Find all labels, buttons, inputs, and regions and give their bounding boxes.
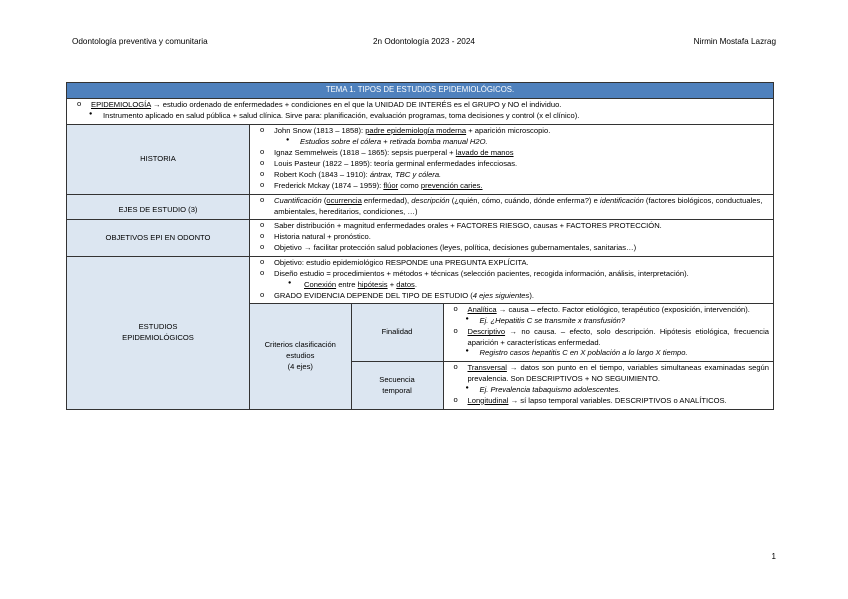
list-item	[254, 181, 769, 192]
objetivos-content	[250, 220, 774, 257]
koch-italic: ántrax, TBC y cólera.	[369, 169, 442, 179]
snow-underline: padre epidemiología moderna	[365, 125, 467, 135]
grado-italic: 4 ejes siguientes	[472, 291, 530, 301]
grado-text: GRADO EVIDENCIA DEPENDE DEL TIPO DE ESTUDIO (	[274, 291, 473, 301]
ejes-cuantificacion: Cuantificación	[274, 195, 322, 205]
list-item	[448, 396, 770, 407]
estudios-label-line1: ESTUDIOS	[138, 322, 178, 332]
objetivos-label: OBJETIVOS EPI EN ODONTO	[67, 220, 250, 257]
ejes-content	[250, 194, 774, 219]
criterios-line: estudios	[286, 351, 315, 361]
list-item	[254, 170, 769, 181]
grado-text-end: ).	[529, 291, 534, 301]
criterios-line: (4 ejes)	[287, 361, 313, 371]
epidemiologia-row	[67, 98, 774, 124]
conexion-underline: Conexión	[304, 280, 337, 290]
descriptivo-text: → no causa. – efecto, solo descripción. Hipótesis etiológica, frecuencia aparición + características enfermedad.	[467, 327, 770, 347]
list-item	[448, 327, 770, 348]
list-item	[254, 280, 769, 291]
ejes-text: (	[321, 195, 327, 205]
semmelweis-text: Ignaz Semmelweis (1818 – 1865): sepsis puerperal +	[274, 147, 456, 157]
transversal-term: Transversal	[467, 363, 507, 373]
ejes-label: EJES DE ESTUDIO (3)	[67, 194, 250, 219]
secuencia-label	[351, 362, 443, 409]
epidemiologia-term: EPIDEMIOLOGÍA	[91, 99, 151, 109]
historia-content	[250, 124, 774, 194]
descriptivo-term: Descriptivo	[467, 327, 506, 337]
mckay-text-mid: como	[398, 180, 421, 190]
list-item	[254, 291, 769, 302]
epidemiologia-definition	[71, 100, 769, 111]
ejes-text: enfermedad),	[361, 195, 412, 205]
list-item: o Diseño estudio = procedimientos + métodos + técnicas (selección pacientes, recogida información, análisis, interpretación).	[254, 269, 769, 280]
estudios-content	[250, 257, 774, 410]
header-left: Odontología preventiva y comunitaria	[72, 37, 208, 46]
table-title: TEMA 1. TIPOS DE ESTUDIOS EPIDEMIOLÓGICOS.	[67, 83, 774, 99]
snow-text: John Snow (1813 – 1858):	[274, 125, 366, 135]
list-item	[254, 148, 769, 159]
conexion-text: .	[414, 280, 417, 290]
estudios-label	[67, 257, 250, 410]
snow-text-end: + aparición microscopio.	[466, 125, 551, 135]
ejes-ocurrencia: ocurrencia	[326, 195, 362, 205]
estudios-label-line2: EPIDEMIOLÓGICOS	[122, 332, 194, 342]
criterios-table	[250, 303, 773, 409]
epidemiologia-text: → estudio ordenado de enfermedades + condiciones en el que la UNIDAD DE INTERÉS es el GRUPO y NO el individuo.	[150, 99, 562, 109]
analitica-text: → causa – efecto. Factor etiológico, terapéutico (exposición, intervención).	[496, 305, 750, 315]
descriptivo-example: ● Registro casos hepatitis C en X población a lo largo X tiempo.	[448, 348, 770, 359]
mckay-text: Frederick Mckay (1874 – 1959):	[274, 180, 384, 190]
list-item: o Objetivo → facilitar protección salud poblaciones (leyes, política, decisiones gubernamentales, sanitarias…)	[254, 243, 769, 254]
header-right: Nirmin Mostafa Lazrag	[693, 37, 776, 46]
summary-table-container	[66, 82, 773, 410]
transversal-text: → datos son punto en el tiempo, variables simultaneas examinadas según prevalencia. Son DESCRIPTIVOS + NO SEGUIMIENTO.	[467, 363, 770, 384]
criterios-label	[250, 304, 351, 409]
mckay-underline-1: flúor	[383, 180, 399, 190]
conexion-text: entre	[336, 280, 358, 290]
hipotesis-underline: hipótesis	[357, 280, 388, 290]
summary-table	[66, 82, 774, 410]
page-number: 1	[771, 552, 776, 561]
list-item: o Louis Pasteur (1822 – 1895): teoría germinal enfermedades infecciosas.	[254, 159, 769, 170]
list-item	[254, 126, 769, 137]
ejes-text: (¿quién, cómo, cuándo, dónde enferma?) e	[449, 195, 600, 205]
longitudinal-text: → sí lapso temporal variables. DESCRIPTIVOS o ANALÍTICOS.	[508, 395, 727, 405]
criterios-line: Criterios clasificación	[264, 340, 336, 350]
epidemiologia-sub: ● Instrumento aplicado en salud pública + salud clínica. Sirve para: planificación, evaluación programas, toma decisiones y control (x el clínico).	[71, 111, 769, 122]
list-item: o Saber distribución + magnitud enfermedades orales + FACTORES RIESGO, causas + FACTORES PROTECCIÓN.	[254, 221, 769, 232]
koch-text: Robert Koch (1843 – 1910):	[274, 169, 370, 179]
conexion-text: +	[387, 280, 397, 290]
ejes-text: (factores biológicos, conductuales, ambientales, hereditarios, condiciones, …)	[274, 195, 763, 216]
header-center: 2n Odontología 2023 - 2024	[373, 37, 475, 46]
semmelweis-underline: lavado de manos	[455, 147, 514, 157]
datos-underline: datos	[396, 280, 415, 290]
longitudinal-term: Longitudinal	[467, 395, 509, 405]
transversal-example: ● Ej. Prevalencia tabaquismo adolescentes.	[448, 385, 770, 396]
secuencia-line: Secuencia	[379, 374, 415, 384]
list-item	[254, 196, 769, 217]
list-item: o Historia natural + pronóstico.	[254, 232, 769, 243]
finalidad-label: Finalidad	[351, 304, 443, 362]
snow-sub: ● Estudios sobre el cólera + retirada bomba manual H2O.	[254, 137, 769, 148]
analitica-term: Analítica	[467, 305, 497, 315]
ejes-identificacion: identificación	[599, 195, 644, 205]
analitica-example: ● Ej. ¿Hepatitis C se transmite x transfusión?	[448, 316, 770, 327]
secuencia-line: temporal	[382, 385, 412, 395]
list-item	[448, 363, 770, 384]
mckay-underline-2: prevención caries.	[420, 180, 483, 190]
historia-label: HISTORIA	[67, 124, 250, 194]
ejes-descripcion: descripción	[411, 195, 450, 205]
list-item	[448, 305, 770, 316]
finalidad-content	[443, 304, 773, 362]
secuencia-content	[443, 362, 773, 409]
list-item: o Objetivo: estudio epidemiológico RESPONDE una PREGUNTA EXPLÍCITA.	[254, 258, 769, 269]
